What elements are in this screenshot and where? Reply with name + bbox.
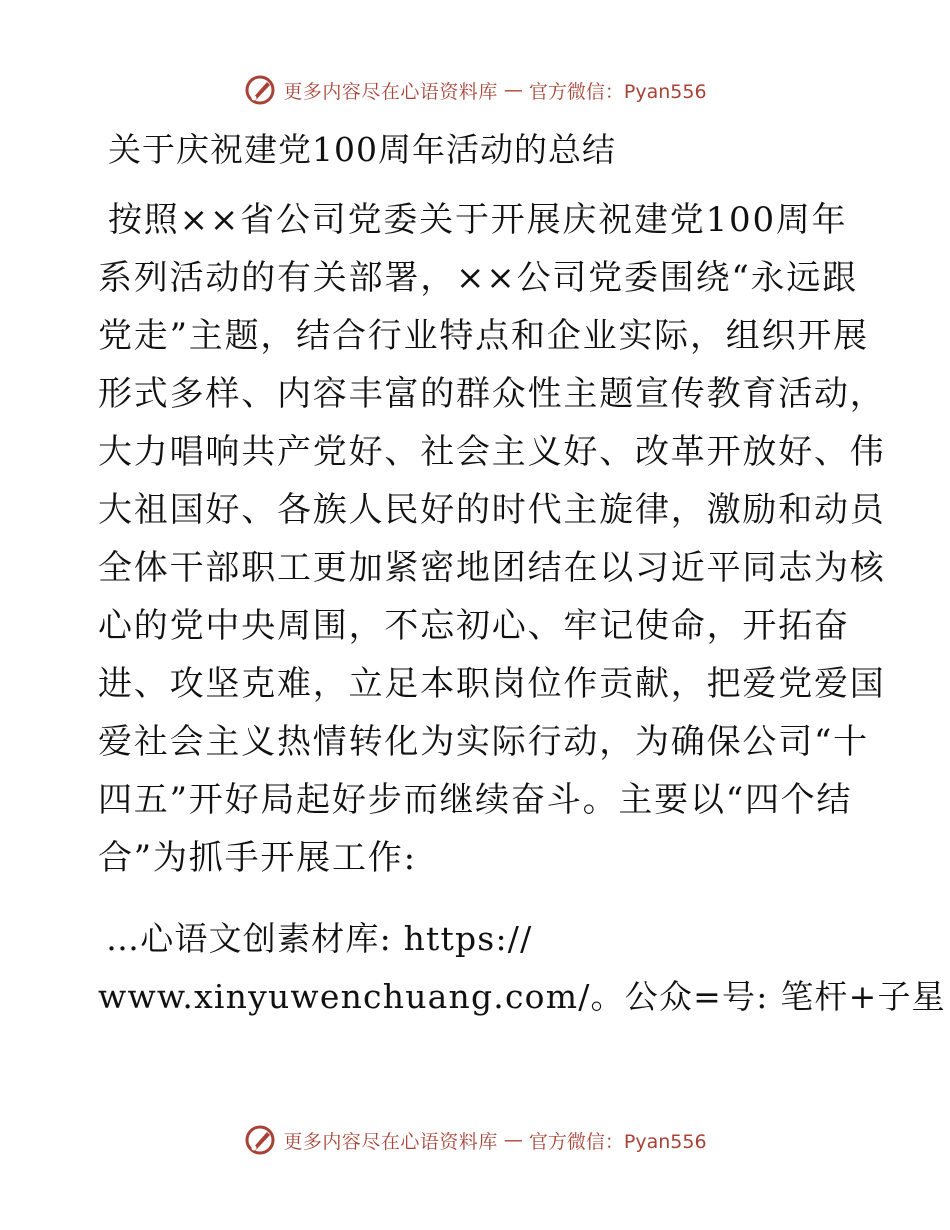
resource-link-line[interactable]: www.xinyuwenchuang.com/。公众=号: 笔杆+子星	[98, 977, 946, 1016]
body-line: 系列活动的有关部署，××公司党委围绕“永远跟	[98, 258, 858, 298]
body-line: 四五”开好局起好步而继续奋斗。主要以“四个结	[98, 780, 853, 820]
body-line: 党走”主题，结合行业特点和企业实际，组织开展	[98, 316, 869, 356]
body-line: 大力唱响共产党好、社会主义好、改革开放好、伟	[98, 432, 886, 472]
pen-logo-icon	[243, 73, 277, 107]
banner-separator: —	[503, 79, 523, 101]
body-paragraph	[98, 191, 886, 887]
body-line: 全体干部职工更加紧密地团结在以习近平同志为核	[98, 548, 886, 588]
banner-separator: —	[503, 1129, 523, 1151]
resource-link-note	[98, 910, 946, 1026]
banner-text: 更多内容尽在心语资料库	[283, 1130, 498, 1153]
body-line: 按照××省公司党委关于开展庆祝建党100周年	[108, 200, 848, 240]
body-line: 大祖国好、各族人民好的时代主旋律，激励和动员	[98, 490, 886, 530]
document-title: 关于庆祝建党100周年活动的总结	[108, 130, 616, 169]
banner-contact: 官方微信：Pyan556	[528, 1130, 707, 1153]
pen-logo-icon	[243, 1123, 277, 1157]
body-line: 进、攻坚克难，立足本职岗位作贡献，把爱党爱国	[98, 664, 886, 704]
banner-text: 更多内容尽在心语资料库	[283, 80, 498, 103]
header-banner	[0, 70, 950, 110]
body-line: 合”为抓手开展工作:	[98, 838, 417, 878]
body-line: 心的党中央周围，不忘初心、牢记使命，开拓奋	[98, 606, 850, 646]
banner-contact: 官方微信：Pyan556	[528, 80, 707, 103]
footer-banner	[0, 1120, 950, 1160]
resource-link-line[interactable]: …心语文创素材库: https://	[106, 919, 533, 958]
body-line: 形式多样、内容丰富的群众性主题宣传教育活动，	[98, 374, 886, 414]
body-line: 爱社会主义热情转化为实际行动，为确保公司“十	[98, 722, 869, 762]
